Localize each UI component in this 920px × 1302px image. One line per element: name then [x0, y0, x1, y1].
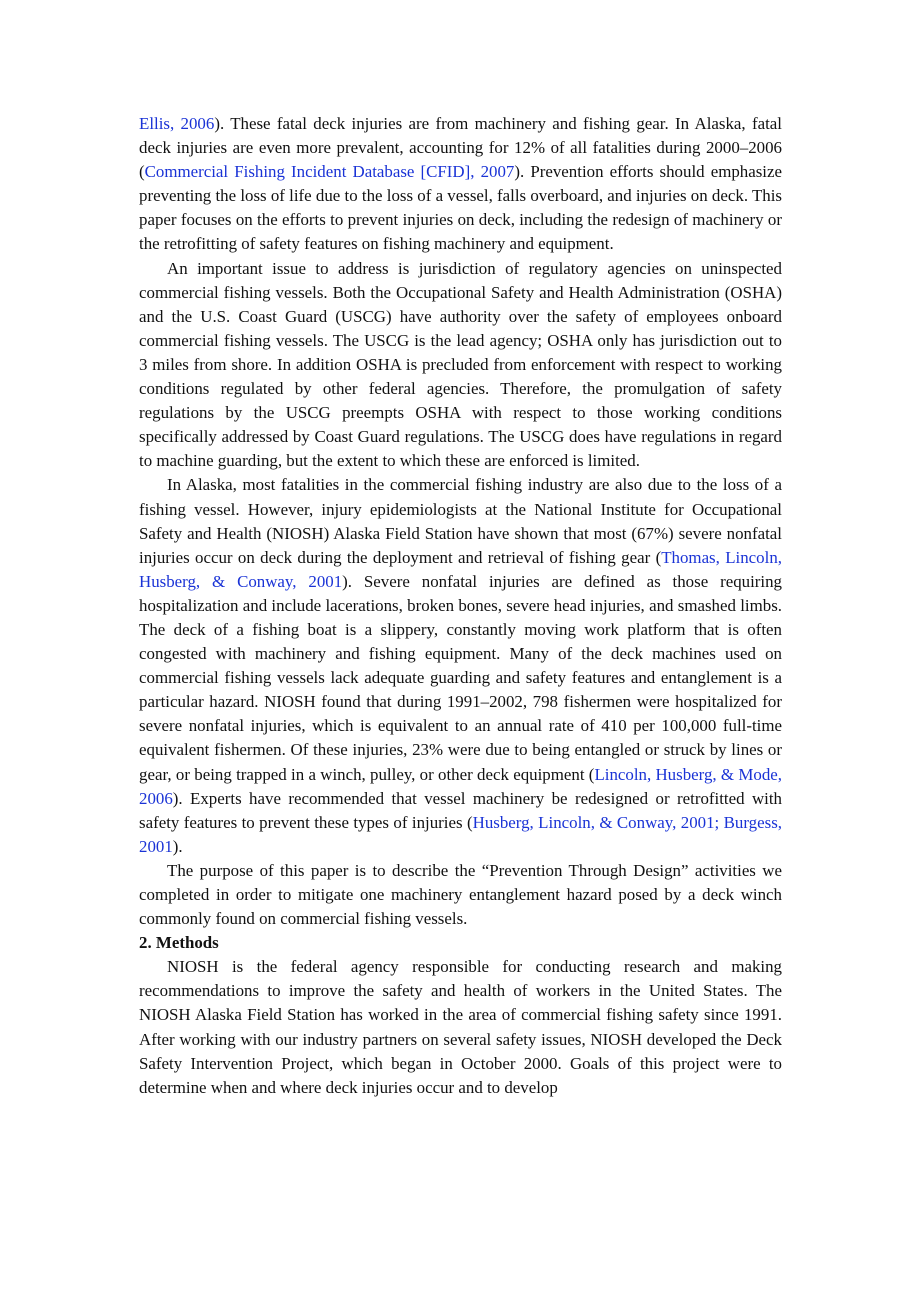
paragraph-text: In Alaska, most fatalities in the commercial fishing industry are also due to the loss of a fishing vessel. However, injury epidemiologists at the National Institute for Occupational Safety and Health (NIOSH) Alaska Field Station have shown that most (67%) severe nonfatal injuries occur on deck during the deployment and retrieval of fishing gear (: [139, 475, 782, 567]
citation-link[interactable]: Lincoln, Husberg, & Mode, 2006: [139, 764, 782, 808]
document-page: [139, 112, 782, 1100]
paragraph-text: ).: [172, 836, 183, 856]
body-paragraph: [139, 859, 782, 931]
citation-link[interactable]: Thomas, Lincoln, Husberg, & Conway, 2001: [139, 547, 782, 591]
citation-link[interactable]: Ellis, 2006: [139, 114, 215, 133]
paragraph-text: ). Severe nonfatal injuries are defined as those requiring hospitalization and include lacerations, broken bones, severe head injuries, and smashed limbs. The deck of a fishing boat is a slippery, constantly moving work platform that is often congested with machinery and fishing equipment. Many of the deck machines used on commercial fishing vessels lack adequate guarding and safety features and entanglement is a particular hazard. NIOSH found that during 1991–2002, 798 fishermen were hospitalized for severe nonfatal injuries, which is equivalent to an annual rate of 410 per 100,000 full-time equivalent fishermen. Of these injuries, 23% were due to being entangled or struck by lines or gear, or being trapped in a winch, pulley, or other deck equipment (: [139, 571, 783, 784]
methods-paragraph: NIOSH is the federal agency responsible for conducting research and making recommendations to improve the safety and health of workers in the United States. The NIOSH Alaska Field Station has worked in the area of commercial fishing safety since 1991. After working with our industry partners on several safety issues, NIOSH developed the Deck Safety Intervention Project, which began in October 2000. Goals of this project were to determine when and where deck injuries occur and to develop: [139, 957, 782, 1097]
citation-link[interactable]: Husberg, Lincoln, & Conway, 2001; Burgess, 2001: [139, 812, 782, 856]
paragraph-text: ). Experts have recommended that vessel machinery be redesigned or retrofitted with safety features to prevent these types of injuries (: [139, 788, 782, 832]
section-heading: 2. Methods: [139, 933, 219, 953]
body-paragraphs: [139, 112, 782, 931]
paragraph-text: ). Prevention efforts should emphasize preventing the loss of life due to the loss of a vessel, falls overboard, and injuries on deck. This paper focuses on the efforts to prevent injuries on deck, including the redesign of machinery or the retrofitting of safety features on fishing machinery and equipment.: [139, 162, 782, 254]
paragraph-text: ). These fatal deck injuries are from machinery and fishing gear. In Alaska, fatal deck injuries are even more prevalent, accounting for 12% of all fatalities during 2000–2006 (: [139, 114, 782, 182]
paragraph-text: The purpose of this paper is to describe the “Prevention Through Design” activities we completed in order to mitigate one machinery entanglement hazard posed by a deck winch commonly found on commercial fishing vessels.: [139, 860, 782, 929]
paragraph-text: An important issue to address is jurisdiction of regulatory agencies on uninspected commercial fishing vessels. Both the Occupational Safety and Health Administration (OSHA) and the U.S. Coast Guard (USCG) have authority over the safety of employees onboard commercial fishing vessels. The USCG is the lead agency; OSHA only has jurisdiction out to 3 miles from shore. In addition OSHA is precluded from enforcement with respect to working conditions regulated by other federal agencies. Therefore, the promulgation of safety regulations by the USCG preempts OSHA with respect to those working conditions specifically addressed by Coast Guard regulations. The USCG does have regulations in regard to machine guarding, but the extent to which these are enforced is limited.: [139, 258, 782, 471]
body-paragraph: [139, 112, 782, 257]
citation-link[interactable]: Commercial Fishing Incident Database [CFID], 2007: [144, 162, 515, 182]
body-paragraph: [139, 257, 782, 474]
body-paragraph: [139, 473, 782, 859]
